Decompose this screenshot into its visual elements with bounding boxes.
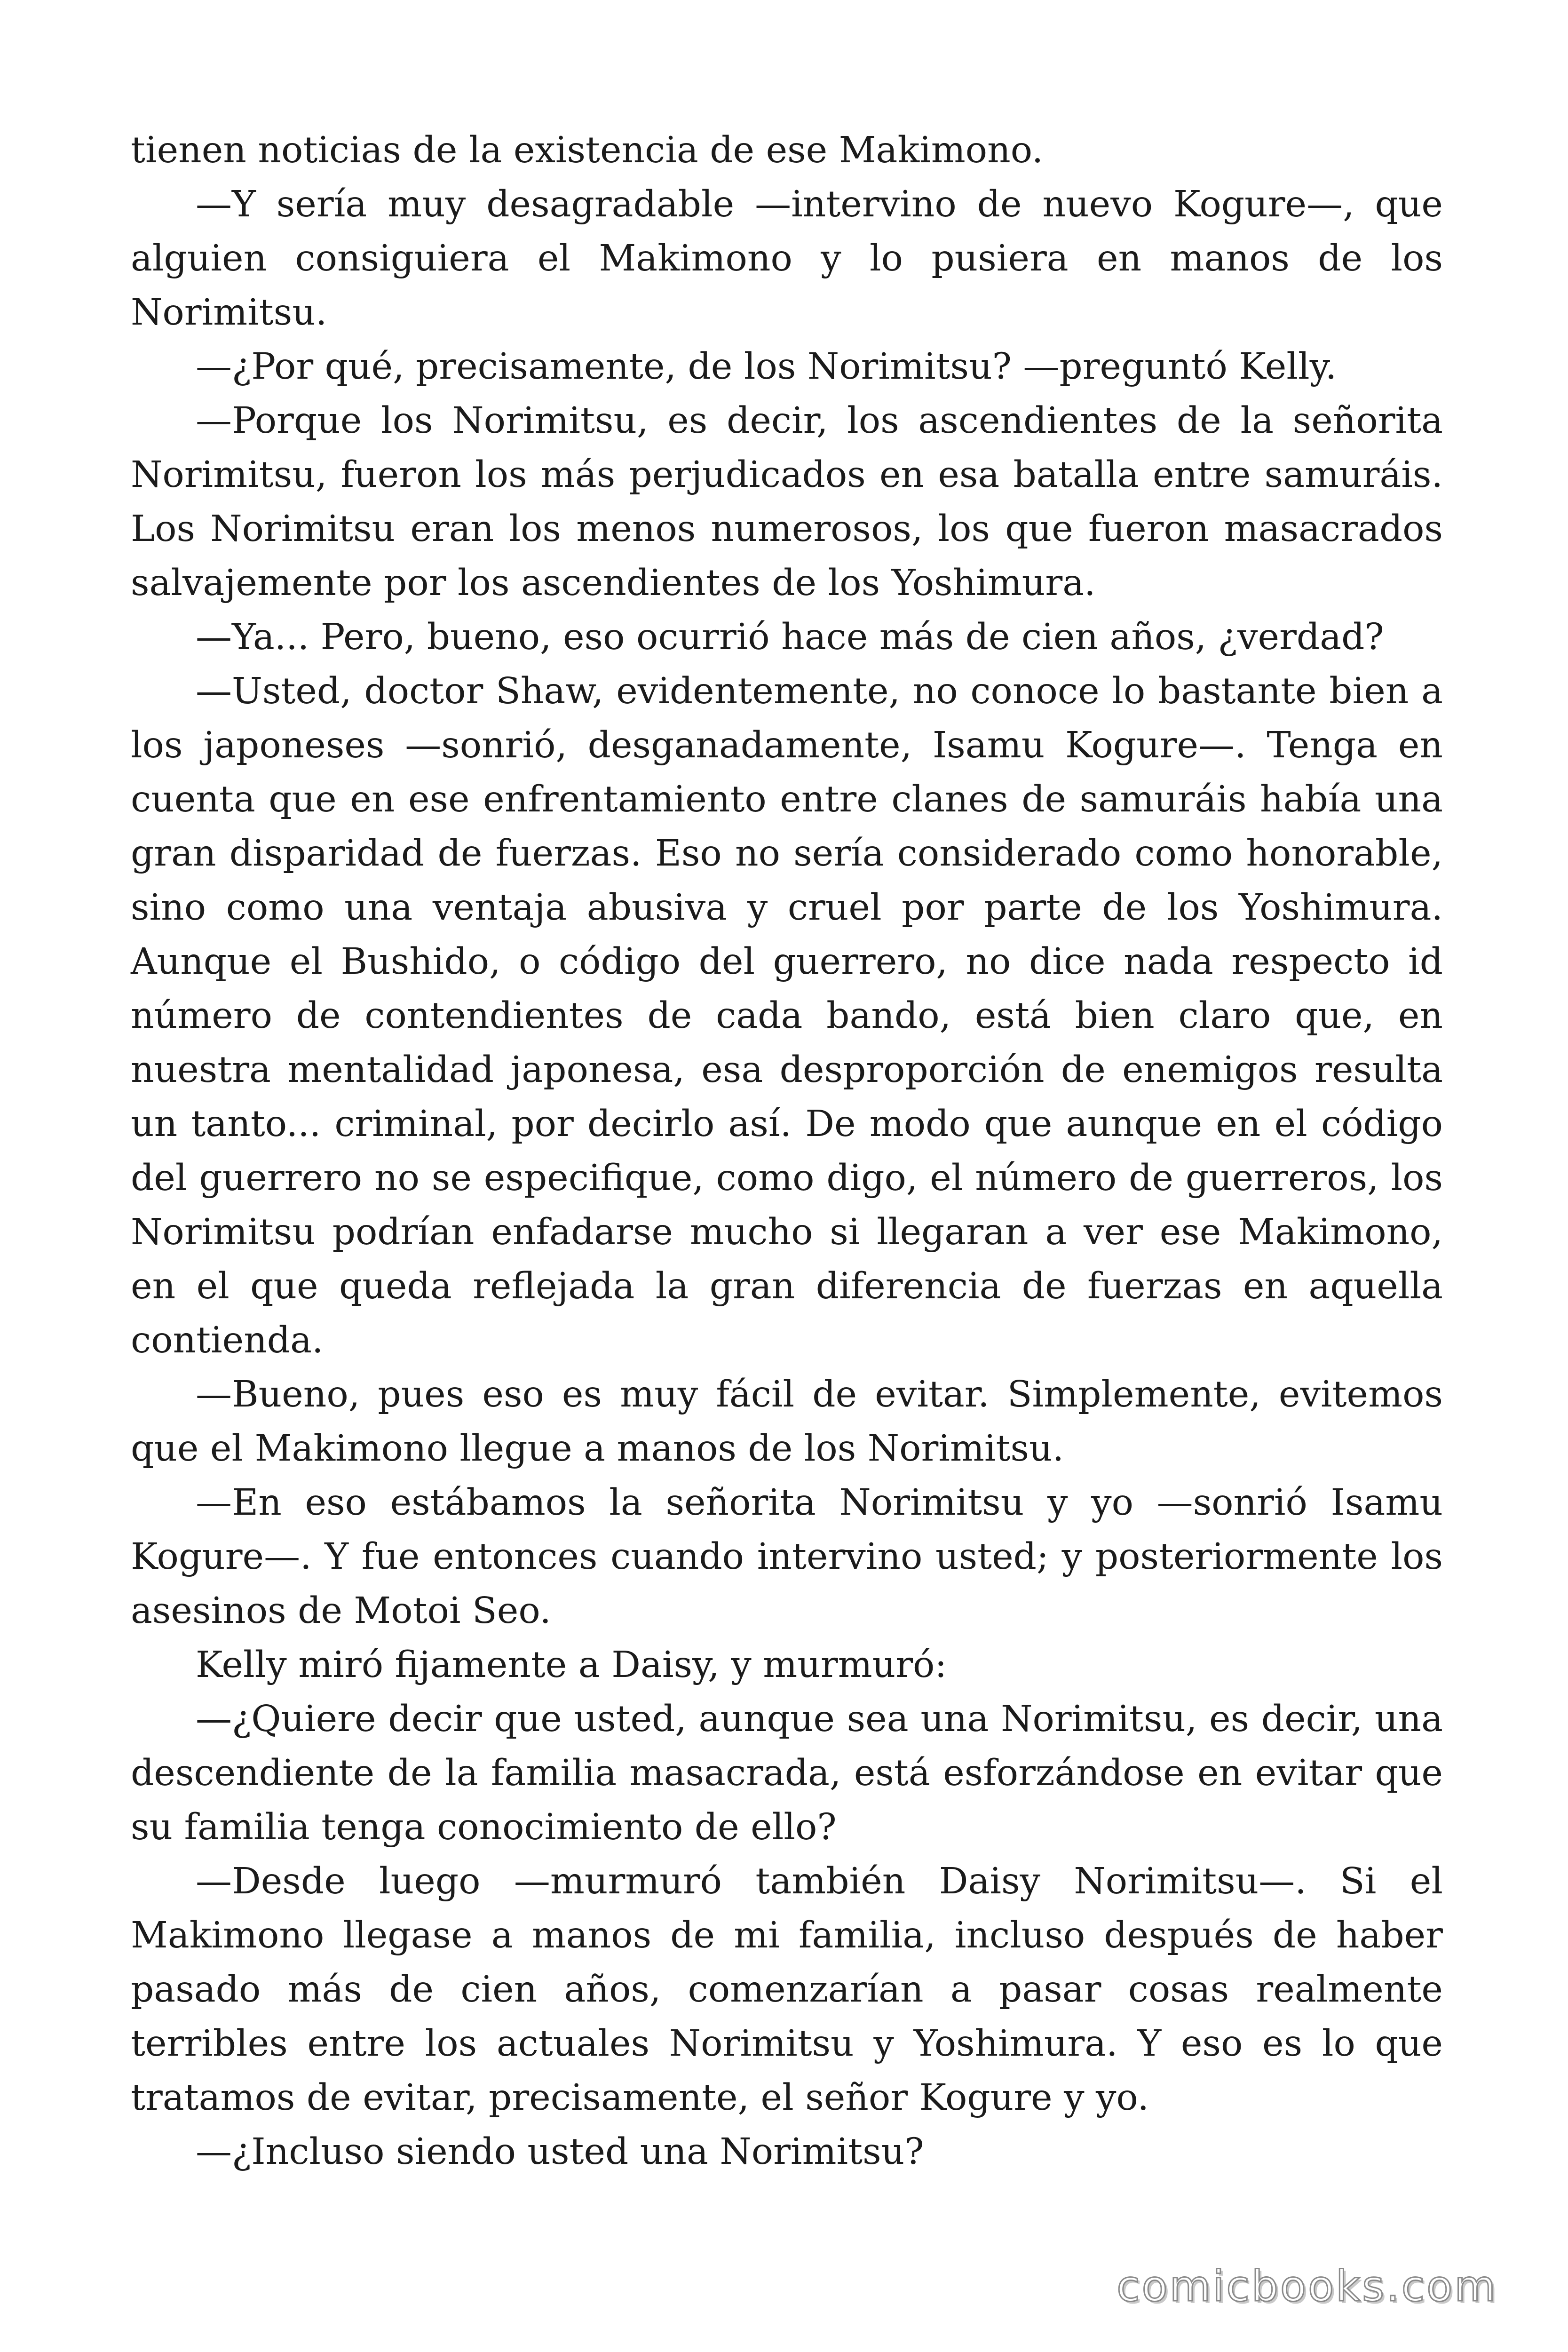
paragraph-continuation: tienen noticias de la existencia de ese Makimono. (131, 129, 1044, 171)
paragraph: —Bueno, pues eso es muy fácil de evitar. Simplemente, evitemos que el Makimono llegue a manos de los Norimitsu. (131, 1374, 1443, 1470)
paragraph: —¿Por qué, precisamente, de los Norimitsu? —preguntó Kelly. (196, 346, 1337, 388)
paragraph: Kelly miró fijamente a Daisy, y murmuró: (196, 1644, 947, 1686)
paragraph: —Y sería muy desagradable —intervino de nuevo Kogure—, que alguien consiguiera el Makimono y lo pusiera en manos de los Norimitsu. (131, 183, 1443, 334)
paragraph: —Porque los Norimitsu, es decir, los ascendientes de la señorita Norimitsu, fueron los más perjudicados en esa batalla entre samuráis. Los Norimitsu eran los menos numerosos, los que fueron masacrados salvajemente por los ascendientes de los Yoshimura. (131, 400, 1443, 604)
paragraph: —Usted, doctor Shaw, evidentemente, no conoce lo bastante bien a los japoneses —sonrió, desganadamente, Isamu Kogure—. Tenga en cuenta que en ese enfrentamiento entre clanes de samuráis había una gran disparidad de fuerzas. Eso no sería considerado como honorable, sino como una ventaja abusiva y cruel por parte de los Yoshimura. Aunque el Bushido, o código del guerrero, no dice nada respecto id número de contendientes de cada bando, está bien claro que, en nuestra mentalidad japonesa, esa desproporción de enemigos resulta un tanto... criminal, por decirlo así. De modo que aunque en el código del guerrero no se especifique, como digo, el número de guerreros, los Norimitsu podrían enfadarse mucho si llegaran a ver ese Makimono, en el que queda reflejada la gran diferencia de fuerzas en aquella contienda. (131, 670, 1443, 1361)
watermark: comicbooks.com (1117, 2262, 1497, 2311)
paragraph: —Ya... Pero, bueno, eso ocurrió hace más de cien años, ¿verdad? (196, 616, 1384, 658)
paragraph: —¿Incluso siendo usted una Norimitsu? (196, 2131, 924, 2173)
paragraph: —En eso estábamos la señorita Norimitsu y yo —sonrió Isamu Kogure—. Y fue entonces cuando intervino usted; y posteriormente los asesinos de Motoi Seo. (131, 1482, 1443, 1632)
paragraph: —¿Quiere decir que usted, aunque sea una Norimitsu, es decir, una descendiente de la familia masacrada, está esforzándose en evitar que su familia tenga conocimiento de ello? (131, 1698, 1443, 1848)
paragraph: —Desde luego —murmuró también Daisy Norimitsu—. Si el Makimono llegase a manos de mi familia, incluso después de haber pasado más de cien años, comenzarían a pasar cosas realmente terribles entre los actuales Norimitsu y Yoshimura. Y eso es lo que tratamos de evitar, precisamente, el señor Kogure y yo. (131, 1860, 1443, 2119)
body-text (131, 123, 1443, 2179)
